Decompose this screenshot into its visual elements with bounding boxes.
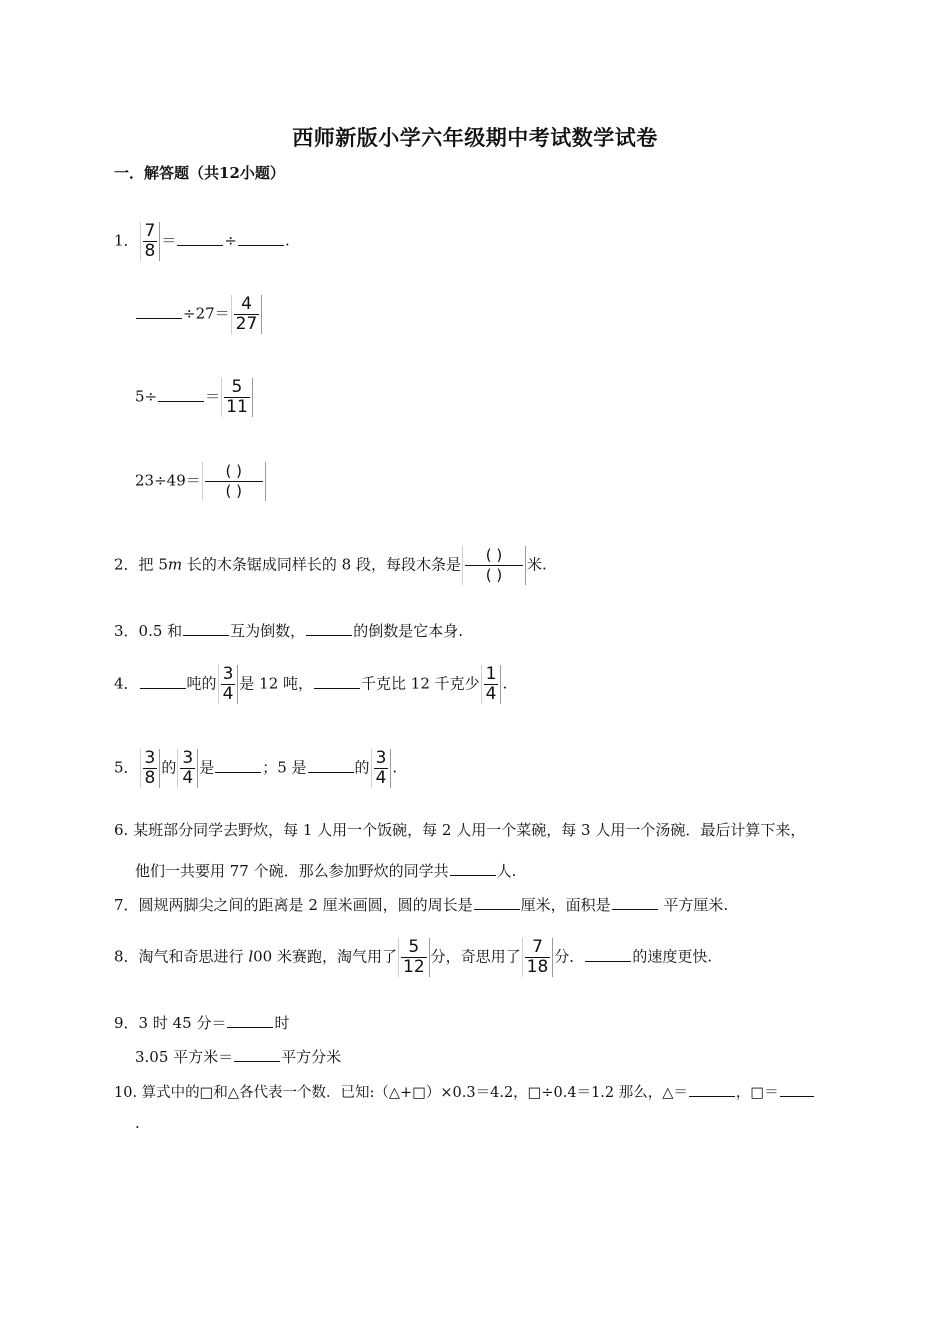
fraction	[177, 749, 198, 788]
question-1-line-2	[135, 295, 263, 334]
text: 互为倒数，	[230, 622, 306, 640]
text: .	[284, 231, 290, 250]
page-title: 西师新版小学六年级期中考试数学试卷	[292, 125, 658, 150]
unit: m	[167, 555, 183, 574]
fraction	[231, 295, 263, 334]
fraction	[371, 749, 392, 788]
answer-blank[interactable]	[450, 860, 496, 876]
text: 分，奇思用了	[430, 947, 521, 966]
answer-blank[interactable]	[780, 1081, 814, 1097]
text: 0.5 和	[138, 622, 183, 640]
answer-blank[interactable]	[136, 303, 182, 319]
fraction	[221, 378, 253, 417]
question-10	[114, 1081, 815, 1101]
numerator: 5	[224, 378, 250, 398]
answer-blank[interactable]	[227, 1012, 273, 1028]
text: 平方分米	[281, 1048, 342, 1066]
numerator: 4	[234, 295, 260, 315]
question-number: 7．	[114, 896, 139, 914]
question-5	[114, 749, 397, 788]
answer-blank[interactable]	[612, 894, 658, 910]
text: 是 12 吨，	[239, 674, 314, 693]
question-number: 4．	[114, 674, 139, 693]
fraction	[481, 665, 502, 704]
answer-blank[interactable]	[306, 620, 352, 636]
numerator: 3	[375, 748, 387, 768]
denominator: 4	[485, 684, 497, 704]
question-number: 9．	[114, 1014, 139, 1032]
text: 10. 算式中的□和△各代表一个数．已知:（△+□）×0.3＝4.2，□÷0.4＝1.2 那么，△＝	[114, 1085, 688, 1101]
text: ＝	[205, 387, 221, 406]
question-2	[114, 546, 547, 585]
denominator: 18	[526, 957, 549, 977]
text: 米.	[526, 555, 547, 574]
text: 的倒数是它本身.	[353, 622, 463, 640]
text: 千克比 12 千克少	[361, 674, 480, 693]
numerator: 3	[222, 664, 234, 684]
answer-blank[interactable]	[183, 620, 229, 636]
text: 分．	[554, 947, 585, 966]
denominator: 4	[222, 684, 234, 704]
text: 的	[354, 758, 370, 777]
text: 3 时 45 分＝	[138, 1014, 227, 1032]
text: ÷	[224, 231, 237, 250]
question-7	[114, 894, 728, 913]
answer-blank[interactable]	[308, 757, 354, 773]
denominator: ( )	[485, 566, 503, 584]
answer-blank[interactable]	[215, 757, 261, 773]
denominator: 4	[182, 768, 194, 788]
question-6-line-1: 6. 某班部分同学去野炊，每 1 人用一个饭碗，每 2 人用一个菜碗，每 3 人用一个汤碗．最后计算下来，	[114, 821, 806, 839]
denominator: ( )	[225, 482, 242, 500]
text: 是	[199, 758, 215, 777]
section-heading: 一．解答题（共12小题）	[114, 164, 285, 182]
question-6-line-2	[135, 860, 516, 879]
text: 5÷	[135, 387, 158, 406]
text: ；5 是	[262, 758, 307, 777]
question-number: 3．	[114, 622, 139, 640]
text: 的	[161, 758, 177, 777]
text: .	[392, 758, 398, 777]
denominator: 27	[235, 314, 258, 334]
numerator: ( )	[205, 462, 263, 482]
text: 3.05 平方米＝	[135, 1048, 234, 1066]
answer-blank[interactable]	[585, 946, 631, 962]
denominator: 11	[226, 397, 248, 417]
numerator: 7	[525, 938, 551, 958]
question-3	[114, 620, 463, 639]
answer-blank[interactable]	[177, 230, 223, 246]
question-number: 8．	[114, 947, 139, 966]
denominator: 8	[144, 241, 156, 261]
text: 23÷49＝	[135, 471, 201, 490]
answer-blank[interactable]	[140, 673, 186, 689]
text: ÷27＝	[183, 304, 230, 323]
answer-blank[interactable]	[234, 1046, 280, 1062]
denominator: 12	[403, 957, 425, 977]
numerator: 3	[182, 748, 194, 768]
question-1-line-3	[135, 378, 254, 417]
text: 长的木条锯成同样长的 8 段，每段木条是	[182, 555, 461, 574]
text: 时	[274, 1014, 290, 1032]
text: 的速度更快.	[632, 947, 713, 966]
fraction	[522, 938, 554, 977]
text: 厘米，面积是	[520, 896, 611, 914]
answer-blank[interactable]	[314, 673, 360, 689]
text: 他们一共要用 77 个碗．那么参加野炊的同学共	[135, 862, 449, 880]
text: 吨的	[186, 674, 217, 693]
fraction-input[interactable]	[202, 462, 266, 501]
numerator: 7	[144, 221, 156, 241]
question-4	[114, 665, 507, 704]
numerator: ( )	[465, 546, 523, 566]
answer-blank[interactable]	[689, 1081, 735, 1097]
question-9	[114, 1012, 290, 1031]
question-number: 5．	[114, 758, 139, 777]
denominator: 8	[144, 768, 156, 788]
text: 00 米赛跑，淘气用了	[253, 947, 397, 966]
text: 淘气和奇思进行	[138, 947, 249, 966]
answer-blank[interactable]	[158, 386, 204, 402]
numerator: 3	[144, 748, 156, 768]
text: l	[248, 947, 254, 966]
answer-blank[interactable]	[474, 894, 520, 910]
denominator: 4	[375, 768, 387, 788]
text: 平方厘米.	[658, 896, 729, 914]
text: 圆规两脚尖之间的距离是 2 厘米画圆，圆的周长是	[138, 896, 473, 914]
fraction	[218, 665, 239, 704]
question-number: 2．	[114, 555, 139, 574]
numerator: 1	[485, 664, 497, 684]
text: ，□＝	[735, 1085, 779, 1101]
answer-blank[interactable]	[238, 230, 284, 246]
fraction	[398, 938, 430, 977]
numerator: 5	[401, 938, 427, 958]
question-1	[114, 222, 290, 261]
fraction	[140, 222, 161, 261]
question-10-line-2: .	[135, 1114, 140, 1132]
text: ＝	[161, 231, 177, 250]
fraction	[140, 749, 161, 788]
question-number: 1．	[114, 231, 139, 250]
text: 人.	[496, 862, 517, 880]
question-9-line-2	[135, 1046, 341, 1065]
text: 把 5	[138, 555, 168, 574]
question-1-line-4	[135, 462, 267, 501]
question-8	[114, 938, 712, 977]
text: .	[502, 674, 508, 693]
fraction-input[interactable]	[462, 546, 526, 585]
